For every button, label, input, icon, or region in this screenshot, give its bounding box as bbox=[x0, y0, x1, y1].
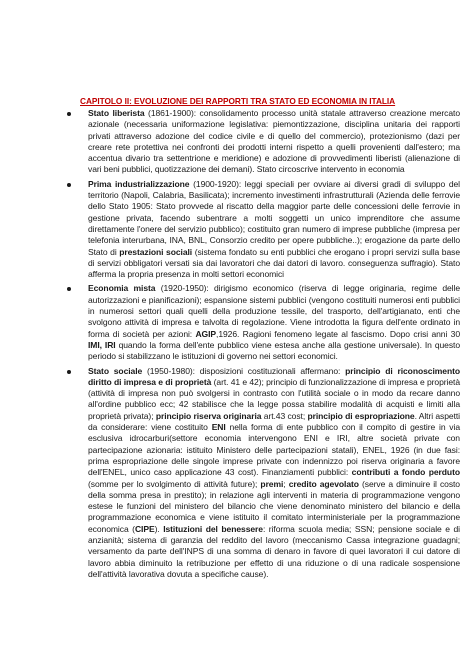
text-run: (1900-1920): leggi speciali per ovviare ai diversi gradi di sviluppo del territorio (Napoli, Calabria, Basilicata); incremento investimenti infrastrutturali (Azienda delle ferrovie dello Stato 1905: Stato provvede al riscatto della maggior parte delle concessioni delle ferrovie in gestione privata, facendo subentrare a molti soggetti un unico imprenditore che assume direttamente l'onere del servizio pubblico); costituito gran numero di imprese pubbliche (impresa per telefonia interurbana, INA, BNL, Consorzio credito per opere pubbliche..); erogazione da parte dello Stato di bbox=[88, 178, 460, 257]
bold-term: contributi a fondo perduto bbox=[351, 467, 460, 478]
list-item-economia-mista bbox=[0, 283, 460, 362]
bold-term: Stato sociale bbox=[88, 365, 143, 376]
text-run: (art. 41 e 42); principio di funzionalizzazione di impresa e proprietà (attività di impresa non può svolgersi in contrasto con l'utilità sociale o in modo da recare danno all'ordine pubblico ecc; 42 stabilisce che la legge possa stabilire modalità di acquisti e limiti alla proprietà privata); bbox=[88, 376, 460, 421]
text-run: (somme per lo svolgimento di attività future); bbox=[88, 478, 261, 489]
bold-term: Prima industrializzazione bbox=[88, 178, 190, 189]
paragraph bbox=[88, 108, 460, 176]
paragraph bbox=[88, 283, 460, 362]
bold-term: premi bbox=[260, 478, 284, 489]
bold-term: principio di espropriazione bbox=[307, 410, 415, 421]
bold-term: credito agevolato bbox=[288, 478, 359, 489]
bullet-icon bbox=[67, 112, 71, 116]
bold-term: ENI bbox=[211, 422, 226, 433]
bold-term: principio di riconoscimento diritto di impresa e di proprietà bbox=[88, 365, 460, 387]
text-run: (serve a diminuire il costo della somma presa in prestito); in relazione agli interventi in materia di programmazione vengono estese le funzioni del ministero del bilancio che viene denominato ministero del bilancio e della programmazione economica e viene istituito il comitato interministeriale per la programmazione economica ( bbox=[88, 478, 460, 534]
list-item-stato-liberista bbox=[0, 108, 460, 176]
bullet-icon bbox=[67, 370, 71, 374]
bullet-icon bbox=[67, 287, 71, 291]
text-run: : riforma scuola media; SSN; pensione sociale e di anzianità; sistema di garanzia del reddito del lavoro (meccanismo Cassa integrazione guadagni; versamento da parte dell'INPS di una somma di denaro in favore di quei lavoratori il cui datore di lavoro abbia diminuito la retribuzione per effetto di una riduzione o di una radicale sospensione dell'attività lavorativa dovuta a specifiche cause). bbox=[88, 523, 460, 579]
text-run: (1861-1900): consolidamento processo unità statale attraverso creazione mercato azionale (necessaria uniformazione legislativa: piemontizzazione, disciplina unitaria dei rapporti privati attraverso adozione del codice civile e di quello del commercio), protezionismo (dazi per creare rete protettiva nei confronti dei prodotti interni rispetto a quelli provenienti dall'estero; ma accentua divario tra settentrione e meridione) e adozione di provvedimenti liberisti (alienazione di vari beni pubblici, quotizzazione dei demani). Stato circoscrive intervento in economia bbox=[88, 108, 461, 175]
bold-term: AGIP bbox=[195, 328, 217, 339]
bullet-list bbox=[0, 108, 474, 580]
bold-term: Istituzioni del benessere bbox=[163, 523, 263, 534]
bold-term: CIPE bbox=[134, 523, 155, 534]
bold-term: Stato liberista bbox=[88, 108, 145, 118]
text-run: nella forma di ente pubblico con il compito di gestire in via esclusiva idrocarburi(settore economia intervengono ENI e IRI, altre società private con partecipazione azionaria: istituito Ministero delle partecipazioni statali), ENEL, 1926 (in due fasi: prima espropriazione delle singole imprese private con indennizzo poi riserva originaria a favore dell'ENEL, unico caso applicazione 43 cost). Finanziamenti pubblici: bbox=[88, 422, 460, 478]
bold-term: prestazioni sociali bbox=[119, 246, 193, 257]
paragraph bbox=[88, 179, 460, 281]
chapter-title: CAPITOLO II: EVOLUZIONE DEI RAPPORTI TRA STATO ED ECONOMIA IN ITALIA bbox=[80, 96, 396, 106]
bold-term: principio riserva originaria bbox=[155, 410, 262, 421]
text-run: ; bbox=[283, 478, 289, 489]
text-run: ). bbox=[154, 523, 164, 534]
text-run: ,1926. Ragioni fenomeno legate al fascismo. Dopo crisi anni 30 bbox=[216, 328, 460, 339]
text-run: (sistema fondato su enti pubblici che erogano i propri servizi sulla base di servizi obbligatori versati sia dai lavoratori che dai datori di lavoro. conseguenza suffragio). Stato afferma la propria presenza in molti settori economici bbox=[88, 246, 461, 280]
list-item-prima-industrializzazione bbox=[0, 179, 460, 281]
text-run: (1920-1950): dirigismo economico (riserva di legge originaria, regime delle autorizzazioni e pianificazioni); espansione sistemi pubblici (vengono costituiti numerosi enti pubblici in numerosi settori quali quelli della produzione tessile, del trasporto, dell'artigianato, enti che svolgono attività di impresa e talvolta di regolazione. Viene introdotta la figura dell'ente ordinato in forma di società per azioni: bbox=[88, 283, 460, 339]
text-run: (1950-1980): disposizioni costituzionali affermano: bbox=[142, 365, 346, 376]
text-run: . Altri aspetti da considerare: viene costituito bbox=[88, 410, 460, 433]
bullet-icon bbox=[67, 183, 71, 187]
bold-term: Economia mista bbox=[88, 283, 156, 294]
text-run: quando la forma dell'ente pubblico viene estesa anche alla gestione universale). In questo periodo si stabilizzano le istituzioni di governo nei settori economici. bbox=[88, 339, 460, 362]
bold-term: IMI, IRI bbox=[88, 339, 116, 350]
list-item-stato-sociale bbox=[0, 366, 460, 581]
paragraph bbox=[88, 366, 460, 581]
text-run: art.43 cost; bbox=[261, 410, 308, 421]
